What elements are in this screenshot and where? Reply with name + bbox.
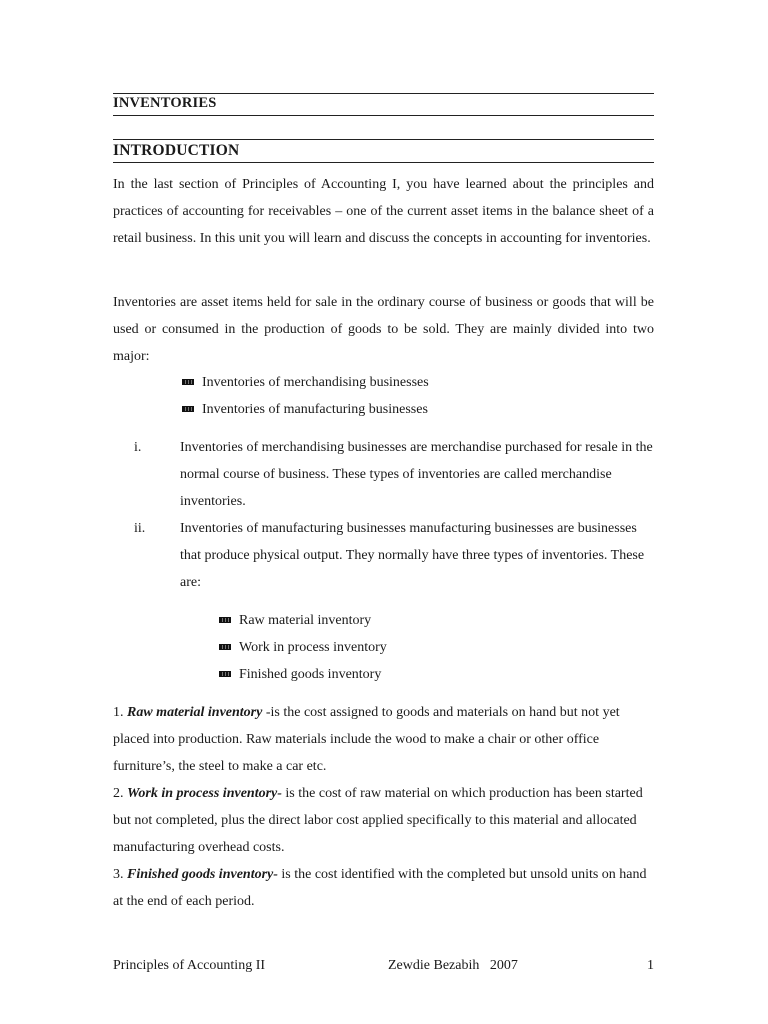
definition-term: Finished goods inventory-	[127, 867, 278, 882]
bullet-icon	[219, 644, 231, 650]
bullet-icon	[182, 379, 194, 385]
definition-text: is the cost identified with the completed but unsold units on hand at the end of each period.	[113, 867, 647, 909]
manufacturing-type-item	[219, 634, 387, 661]
definition-text: is the cost of raw material on which production has been started but not completed, plus the direct labor cost applied specifically to this material and allocated manufacturing overhead costs.	[113, 786, 643, 855]
definition-paragraph: Inventories are asset items held for sale in the ordinary course of business or goods that will be used or consumed in the production of goods to be sold. They are mainly divided into two major:	[113, 295, 654, 364]
manufacturing-type-item	[219, 661, 381, 688]
definition-term: Work in process inventory-	[127, 786, 282, 801]
definition-work-in-process	[113, 780, 658, 861]
top-rule	[113, 93, 654, 94]
footer-author: Zewdie Bezabih 2007	[388, 958, 518, 973]
heading-rule	[113, 115, 654, 116]
manufacturing-type-item	[219, 607, 371, 634]
major-type-label: Inventories of manufacturing businesses	[202, 402, 428, 417]
definition-number: 2.	[113, 786, 124, 801]
list-number: i.	[134, 440, 142, 455]
definition-number: 3.	[113, 867, 124, 882]
list-item-text: Inventories of manufacturing businesses manufacturing businesses are businesses that produce physical output. They normally have three types of inventories. These are:	[180, 521, 645, 590]
intro-heading: INTRODUCTION	[113, 142, 240, 159]
definition-finished-goods	[113, 861, 658, 915]
bullet-icon	[219, 671, 231, 677]
bullet-icon	[219, 617, 231, 623]
intro-paragraph: In the last section of Principles of Accounting I, you have learned about the principles and practices of accounting for receivables – one of the current asset items in the balance sheet of a retail business. In this unit you will learn and discuss the concepts in accounting for inventories.	[113, 177, 654, 246]
manufacturing-type-label: Finished goods inventory	[239, 667, 382, 682]
definition-text: -is the cost assigned to goods and materials on hand but not yet placed into production. Raw materials include the wood to make a chair or other office furniture’s, the steel to make a car etc.	[113, 705, 620, 774]
list-number: ii.	[134, 521, 146, 536]
definition-term: Raw material inventory	[127, 705, 263, 720]
major-type-label: Inventories of merchandising businesses	[202, 375, 429, 390]
section-heading: INVENTORIES	[113, 95, 217, 111]
footer-course: Principles of Accounting II	[113, 958, 266, 973]
major-type-item	[182, 369, 429, 396]
definition-raw-material	[113, 699, 658, 780]
definition-number: 1.	[113, 705, 124, 720]
major-type-item	[182, 396, 428, 423]
footer-page-number: 1	[647, 958, 654, 973]
list-item-text: Inventories of merchandising businesses are merchandise purchased for resale in the normal course of business. These types of inventories are called merchandise inventories.	[180, 440, 653, 509]
intro-top-rule	[113, 139, 654, 140]
manufacturing-type-label: Raw material inventory	[239, 613, 372, 628]
manufacturing-type-label: Work in process inventory	[239, 640, 387, 655]
intro-bottom-rule	[113, 162, 654, 163]
bullet-icon	[182, 406, 194, 412]
